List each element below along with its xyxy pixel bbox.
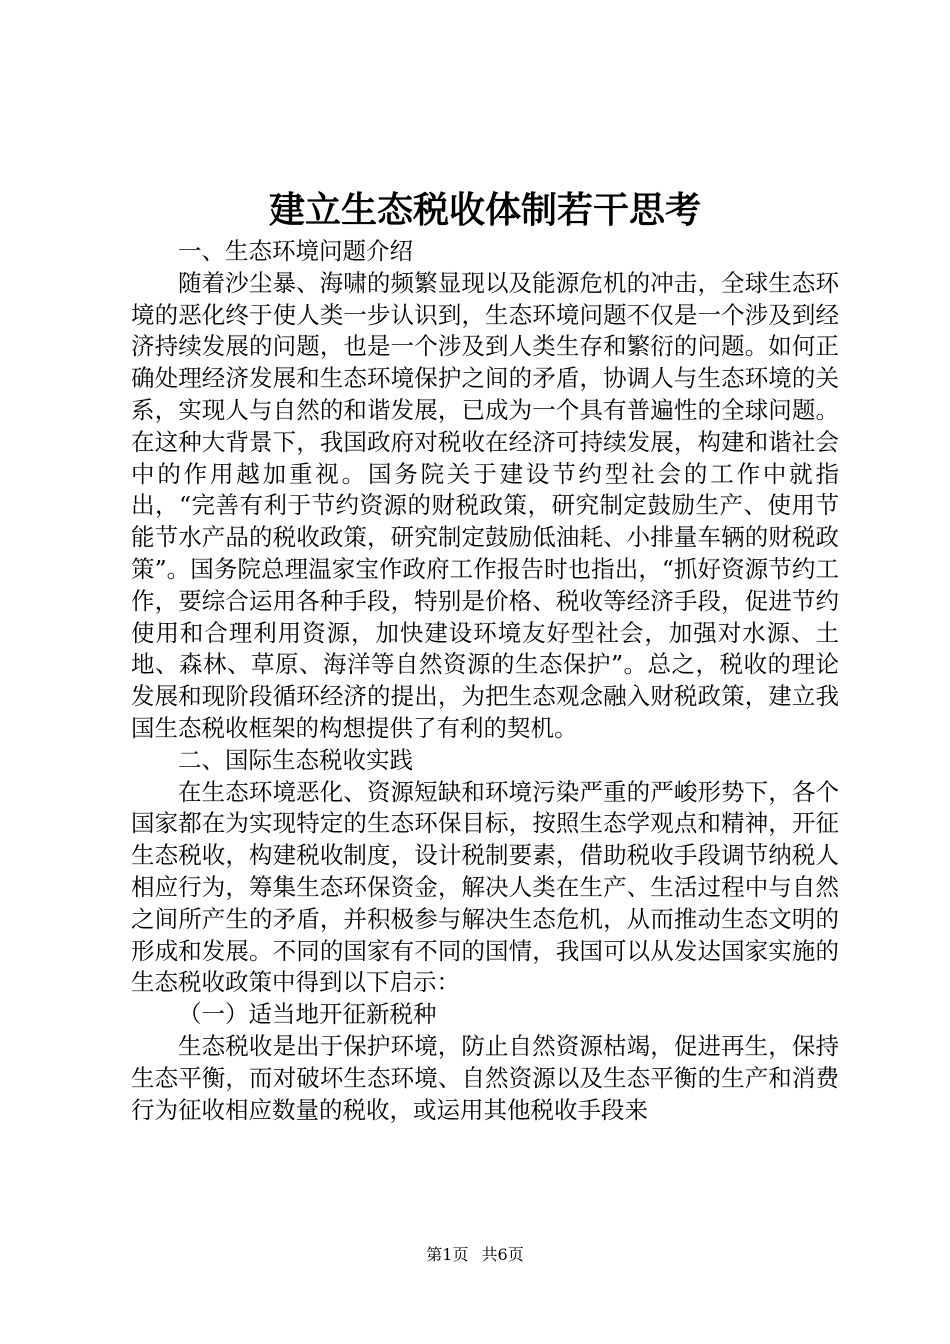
subsection-heading: （一）适当地开征新税种	[178, 1000, 437, 1029]
paragraph: 生态税收是出于保护环境，防止自然资源枯竭，促进再生，保持生态平衡，而对破坏生态环境、自然资源以及生态平衡的生产和消费行为征收相应数量的税收，或运用其他税收手段来	[131, 1031, 839, 1124]
section-heading: 一、生态环境问题介绍	[178, 237, 413, 265]
page-footer	[0, 1242, 950, 1265]
paragraph: 随着沙尘暴、海啸的频繁显现以及能源危机的冲击，全球生态环境的恶化终于使人类一步认识到，生态环境问题不仅是一个涉及到经济持续发展的问题，也是一个涉及到人类生存和繁衍的问题。如何正确处理经济发展和生态环境保护之间的矛盾，协调人与生态环境的关系，实现人与自然的和谐发展，已成为一个具有普遍性的全球问题。在这种大背景下，我国政府对税收在经济可持续发展，构建和谐社会中的作用越加重视。国务院关于建设节约型社会的工作中就指出，“完善有利于节约资源的财税政策，研究制定鼓励生产、使用节能节水产品的税收政策，研究制定鼓励低油耗、小排量车辆的财税政策”。国务院总理温家宝作政府工作报告时也指出，“抓好资源节约工作，要综合运用各种手段，特别是价格、税收等经济手段，促进节约使用和合理利用资源，加快建设环境友好型社会，加强对水源、土地、森林、草原、海洋等自然资源的生态保护”。总之，税收的理论发展和现阶段循环经济的提出，为把生态观念融入财税政策，建立我国生态税收框架的构想提供了有利的契机。	[131, 268, 839, 742]
page-number: 第1页	[426, 1245, 469, 1264]
section-heading: 二、国际生态税收实践	[178, 745, 413, 774]
page-total: 共6页	[481, 1245, 524, 1264]
document-content	[131, 186, 839, 1126]
document-title: 建立生态税收体制若干思考	[268, 189, 701, 231]
paragraph: 在生态环境恶化、资源短缺和环境污染严重的严峻形势下，各个国家都在为实现特定的生态环保目标，按照生态学观点和精神，开征生态税收，构建税收制度，设计税制要素，借助税收手段调节纳税人相应行为，筹集生态环保资金，解决人类在生产、生活过程中与自然之间所产生的矛盾，并积极参与解决生态危机，从而推动生态文明的形成和发展。不同的国家有不同的国情，我国可以从发达国家实施的生态税收政策中得到以下启示：	[131, 777, 839, 997]
